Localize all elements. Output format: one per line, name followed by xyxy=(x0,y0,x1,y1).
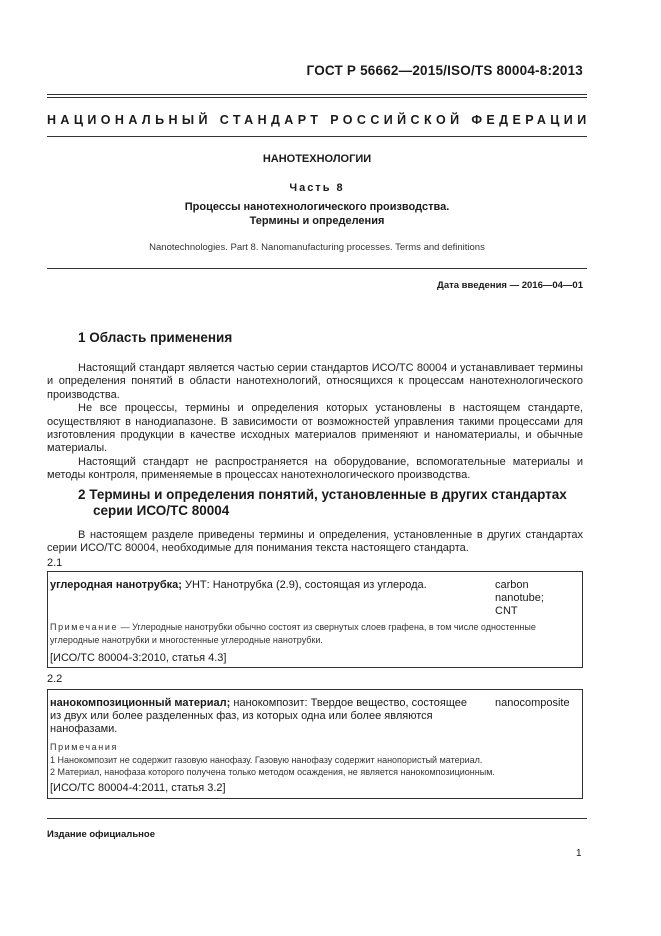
term-english-line: nanotube; xyxy=(495,592,544,604)
section1-paragraph: Настоящий стандарт не распространяется на оборудование, вспомогательные материалы и методы контроля, применяемые в процессах нанотехнологического производства. xyxy=(47,455,583,482)
term-english-line: nanocomposite xyxy=(495,697,570,709)
note-item: 2 Материал, нанофаза которого получена только методом осаждения, не является нанокомпозиционным. xyxy=(50,767,495,777)
standard-title-english: Nanotechnologies. Part 8. Nanomanufacturing processes. Terms and definitions xyxy=(149,242,485,253)
section2-title-line1: 2 Термины и определения понятий, установленные в других стандартах xyxy=(78,487,567,502)
header-rule-top xyxy=(47,94,587,95)
standard-part: Часть 8 xyxy=(289,182,345,194)
note-item: 1 Нанокомпозит не содержит газовую нанофазу. Газовую нанофазу содержит нанопористый материал. xyxy=(50,754,483,765)
standard-title-line2: Термины и определения xyxy=(249,215,385,227)
term-english-line: carbon xyxy=(495,579,529,591)
document-id: ГОСТ Р 56662—2015/ISO/TS 80004-8:2013 xyxy=(306,63,583,78)
official-edition-label: Издание официальное xyxy=(47,829,155,840)
section1-title: 1 Область применения xyxy=(78,330,233,345)
term-reference: [ИСО/ТС 80004-4:2011, статья 3.2] xyxy=(50,782,226,794)
term-reference: [ИСО/ТС 80004-3:2010, статья 4.3] xyxy=(50,652,227,664)
section1-body xyxy=(47,362,583,483)
term-box xyxy=(47,571,583,668)
banner-rule xyxy=(47,136,587,137)
notes-label: Примечания xyxy=(50,742,118,752)
section1-paragraph: Не все процессы, термины и определения которых установлены в настоящем стандарте, осуществляют в нанодиапазоне. В зависимости от возможностей управления такими процессами для изготовления продукции в качестве исходных материалов применяют и наноматериалы, и обычные материалы. xyxy=(47,402,583,455)
term-notes xyxy=(50,741,580,779)
note-label: Примечание xyxy=(50,622,119,632)
standard-title-main: НАНОТЕХНОЛОГИИ xyxy=(262,153,372,165)
national-standard-banner: НАЦИОНАЛЬНЫЙ СТАНДАРТ РОССИЙСКОЙ ФЕДЕРАЦИИ xyxy=(47,113,591,127)
header-rule-bottom xyxy=(47,97,587,98)
term-definition-text: нанокомпозит: Твердое вещество, состоящее из двух или более разделенных фаз, из которых одна или более являются нанофазами. xyxy=(50,697,468,735)
section1-paragraph: Настоящий стандарт является частью серии стандартов ИСО/ТС 80004 и устанавливает термины и определения понятий в области нанотехнологий, относящихся к процессам нанотехнологического производства. xyxy=(47,362,583,401)
term-definition xyxy=(50,579,468,592)
effective-date: Дата введения — 2016—04—01 xyxy=(437,280,583,291)
page-number: 1 xyxy=(576,848,582,859)
footer-rule xyxy=(47,818,587,819)
term-definition xyxy=(50,697,468,736)
term-definition-text: УНТ: Нанотрубка (2.9), состоящая из углерода. xyxy=(181,579,427,591)
title-rule xyxy=(47,268,587,269)
term-note xyxy=(50,621,580,646)
section2-body xyxy=(47,529,583,556)
term-box xyxy=(47,689,583,799)
section2-title xyxy=(78,487,567,519)
section2-title-line2: серии ИСО/ТС 80004 xyxy=(93,503,230,518)
term-number: 2.1 xyxy=(47,557,63,569)
term-name: нанокомпозиционный материал; xyxy=(50,697,231,709)
section2-paragraph: В настоящем разделе приведены термины и определения, установленные в других стандартах серии ИСО/ТС 80004, необходимые для понимания текста настоящего стандарта. xyxy=(47,529,583,555)
term-english xyxy=(495,697,581,710)
standard-title-line1: Процессы нанотехнологического производства. xyxy=(184,201,450,213)
note-text: — Углеродные нанотрубки обычно состоят из свернутых слоев графена, в том числе одностенные углеродные нанотрубки и многостенные углеродные нанотрубки. xyxy=(50,622,536,645)
term-english xyxy=(495,579,581,618)
term-name: углеродная нанотрубка; xyxy=(50,579,182,591)
term-number: 2.2 xyxy=(47,673,63,685)
term-english-line: CNT xyxy=(495,605,518,617)
standard-title xyxy=(47,200,587,228)
